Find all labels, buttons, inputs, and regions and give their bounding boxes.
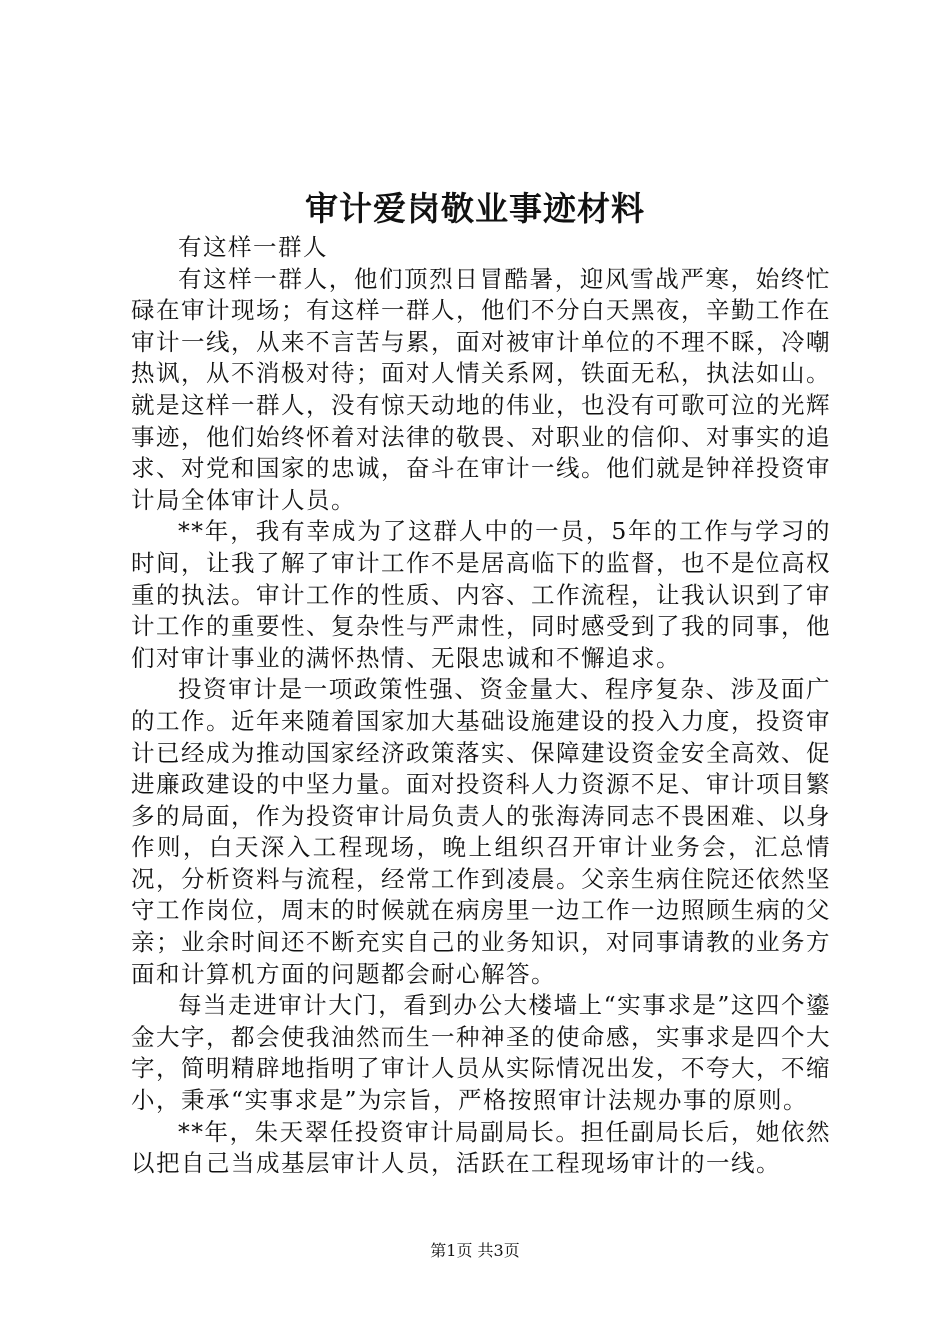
document-body: [131, 232, 831, 1180]
page-number-footer: 第1页 共3页: [430, 1241, 520, 1260]
body-paragraph: 投资审计是一项政策性强、资金量大、程序复杂、涉及面广的工作。近年来随着国家加大基础设施建设的投入力度，投资审计已经成为推动国家经济政策落实、保障建设资金安全高效、促进廉政建设的中坚力量。面对投资科人力资源不足、审计项目繁多的局面，作为投资审计局负责人的张海涛同志不畏困难、以身作则，白天深入工程现场，晚上组织召开审计业务会，汇总情况，分析资料与流程，经常工作到凌晨。父亲生病住院还依然坚守工作岗位，周末的时候就在病房里一边工作一边照顾生病的父亲；业余时间还不断充实自己的业务知识，对同事请教的业务方面和计算机方面的问题都会耐心解答。: [131, 675, 831, 988]
body-paragraph: **年，我有幸成为了这群人中的一员，5年的工作与学习的时间，让我了解了审计工作不是居高临下的监督，也不是位高权重的执法。审计工作的性质、内容、工作流程，让我认识到了审计工作的重要性、复杂性与严肃性，同时感受到了我的同事，他们对审计事业的满怀热情、无限忠诚和不懈追求。: [131, 517, 831, 672]
body-paragraph: 有这样一群人，他们顶烈日冒酷暑，迎风雪战严寒，始终忙碌在审计现场；有这样一群人，他们不分白天黑夜，辛勤工作在审计一线，从来不言苦与累，面对被审计单位的不理不睬，冷嘲热讽，从不消极对待；面对人情关系网，铁面无私，执法如山。就是这样一群人，没有惊天动地的伟业，也没有可歌可泣的光辉事迹，他们始终怀着对法律的敬畏、对职业的信仰、对事实的追求、对党和国家的忠诚，奋斗在审计一线。他们就是钟祥投资审计局全体审计人员。: [131, 264, 831, 514]
body-paragraph: 每当走进审计大门，看到办公大楼墙上“实事求是”这四个鎏金大字，都会使我油然而生一种神圣的使命感，实事求是四个大字，简明精辟地指明了审计人员从实际情况出发，不夸大，不缩小，秉承“实事求是”为宗旨，严格按照审计法规办事的原则。: [131, 991, 831, 1115]
document-title: 审计爱岗敬业事迹材料: [305, 189, 645, 228]
body-paragraph: **年，朱天翠任投资审计局副局长。担任副局长后，她依然以把自己当成基层审计人员，活跃在工程现场审计的一线。: [131, 1117, 831, 1178]
body-paragraph: 有这样一群人: [178, 233, 328, 261]
